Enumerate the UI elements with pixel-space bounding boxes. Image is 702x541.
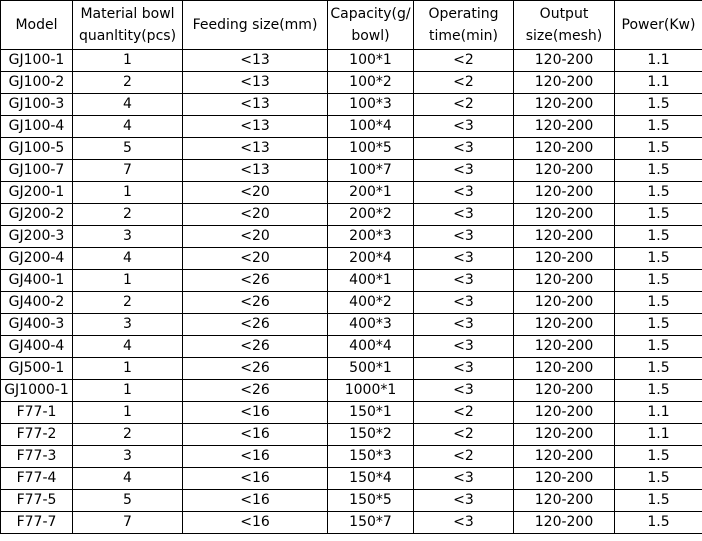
table-row [1, 50, 702, 72]
cell-feeding-size: <16 [183, 468, 328, 490]
cell-model: GJ400-4 [1, 336, 73, 358]
header-power [615, 1, 702, 50]
cell-operating-time: <3 [414, 358, 514, 380]
cell-operating-time: <3 [414, 380, 514, 402]
cell-power: 1.1 [615, 72, 702, 94]
cell-feeding-size: <20 [183, 204, 328, 226]
cell-capacity: 400*1 [328, 270, 414, 292]
cell-bowl-quantity: 7 [73, 160, 183, 182]
cell-output-size: 120-200 [514, 94, 615, 116]
header-operating-time-line: time(min) [429, 28, 498, 44]
cell-capacity: 100*3 [328, 94, 414, 116]
cell-bowl-quantity: 4 [73, 248, 183, 270]
cell-output-size: 120-200 [514, 446, 615, 468]
cell-model: GJ100-2 [1, 72, 73, 94]
table-row [1, 226, 702, 248]
cell-power: 1.5 [615, 358, 702, 380]
cell-output-size: 120-200 [514, 490, 615, 512]
cell-capacity: 100*7 [328, 160, 414, 182]
cell-operating-time: <3 [414, 138, 514, 160]
header-model [1, 1, 73, 50]
cell-output-size: 120-200 [514, 424, 615, 446]
cell-bowl-quantity: 1 [73, 270, 183, 292]
cell-model: GJ1000-1 [1, 380, 73, 402]
header-power-line: Power(Kw) [621, 17, 696, 33]
cell-bowl-quantity: 7 [73, 512, 183, 534]
cell-bowl-quantity: 3 [73, 446, 183, 468]
cell-model: GJ400-3 [1, 314, 73, 336]
cell-model: GJ100-1 [1, 50, 73, 72]
cell-feeding-size: <26 [183, 270, 328, 292]
cell-power: 1.5 [615, 116, 702, 138]
cell-capacity: 150*4 [328, 468, 414, 490]
cell-capacity: 100*5 [328, 138, 414, 160]
cell-operating-time: <2 [414, 424, 514, 446]
header-bowl-quantity-line: Material bowl [80, 6, 175, 22]
table-row [1, 160, 702, 182]
cell-feeding-size: <16 [183, 402, 328, 424]
table-header [1, 1, 702, 50]
cell-bowl-quantity: 4 [73, 116, 183, 138]
cell-feeding-size: <16 [183, 424, 328, 446]
cell-output-size: 120-200 [514, 314, 615, 336]
cell-power: 1.5 [615, 270, 702, 292]
cell-model: F77-1 [1, 402, 73, 424]
cell-feeding-size: <13 [183, 160, 328, 182]
cell-output-size: 120-200 [514, 292, 615, 314]
header-feeding-size [183, 1, 328, 50]
cell-model: F77-7 [1, 512, 73, 534]
cell-feeding-size: <26 [183, 292, 328, 314]
table-row [1, 116, 702, 138]
table-row [1, 204, 702, 226]
header-output-size-line: size(mesh) [525, 28, 603, 44]
cell-output-size: 120-200 [514, 336, 615, 358]
cell-model: GJ500-1 [1, 358, 73, 380]
cell-model: GJ400-2 [1, 292, 73, 314]
cell-feeding-size: <13 [183, 72, 328, 94]
cell-power: 1.1 [615, 50, 702, 72]
cell-capacity: 400*4 [328, 336, 414, 358]
cell-bowl-quantity: 1 [73, 380, 183, 402]
cell-feeding-size: <20 [183, 182, 328, 204]
cell-model: F77-5 [1, 490, 73, 512]
cell-operating-time: <2 [414, 94, 514, 116]
header-bowl-quantity [73, 1, 183, 50]
cell-operating-time: <3 [414, 292, 514, 314]
cell-capacity: 200*4 [328, 248, 414, 270]
cell-power: 1.5 [615, 248, 702, 270]
cell-operating-time: <3 [414, 468, 514, 490]
cell-capacity: 200*3 [328, 226, 414, 248]
header-model-line: Model [15, 17, 58, 33]
cell-feeding-size: <26 [183, 380, 328, 402]
cell-model: GJ100-7 [1, 160, 73, 182]
cell-output-size: 120-200 [514, 468, 615, 490]
cell-power: 1.5 [615, 94, 702, 116]
table-row [1, 512, 702, 534]
cell-operating-time: <3 [414, 314, 514, 336]
cell-output-size: 120-200 [514, 402, 615, 424]
cell-capacity: 400*2 [328, 292, 414, 314]
cell-feeding-size: <20 [183, 248, 328, 270]
cell-capacity: 100*1 [328, 50, 414, 72]
cell-capacity: 150*7 [328, 512, 414, 534]
cell-output-size: 120-200 [514, 512, 615, 534]
table-row [1, 94, 702, 116]
cell-output-size: 120-200 [514, 248, 615, 270]
cell-feeding-size: <13 [183, 116, 328, 138]
cell-feeding-size: <20 [183, 226, 328, 248]
table-row [1, 72, 702, 94]
cell-model: GJ200-1 [1, 182, 73, 204]
cell-model: F77-2 [1, 424, 73, 446]
header-row [1, 1, 702, 50]
cell-feeding-size: <16 [183, 512, 328, 534]
cell-bowl-quantity: 5 [73, 490, 183, 512]
cell-bowl-quantity: 1 [73, 50, 183, 72]
table-row [1, 380, 702, 402]
cell-model: F77-4 [1, 468, 73, 490]
cell-output-size: 120-200 [514, 380, 615, 402]
cell-operating-time: <2 [414, 402, 514, 424]
cell-capacity: 150*5 [328, 490, 414, 512]
cell-capacity: 150*2 [328, 424, 414, 446]
cell-capacity: 150*3 [328, 446, 414, 468]
cell-bowl-quantity: 4 [73, 468, 183, 490]
cell-bowl-quantity: 3 [73, 226, 183, 248]
cell-bowl-quantity: 1 [73, 358, 183, 380]
cell-operating-time: <3 [414, 490, 514, 512]
cell-power: 1.5 [615, 512, 702, 534]
cell-power: 1.5 [615, 204, 702, 226]
table-row [1, 468, 702, 490]
cell-operating-time: <2 [414, 446, 514, 468]
cell-operating-time: <3 [414, 226, 514, 248]
cell-power: 1.5 [615, 226, 702, 248]
cell-bowl-quantity: 2 [73, 424, 183, 446]
cell-capacity: 100*2 [328, 72, 414, 94]
cell-power: 1.5 [615, 160, 702, 182]
cell-power: 1.5 [615, 336, 702, 358]
table-row [1, 336, 702, 358]
cell-feeding-size: <13 [183, 94, 328, 116]
header-output-size-line: Output [539, 6, 589, 22]
cell-output-size: 120-200 [514, 116, 615, 138]
cell-model: GJ200-4 [1, 248, 73, 270]
cell-power: 1.5 [615, 314, 702, 336]
cell-power: 1.5 [615, 138, 702, 160]
table-row [1, 138, 702, 160]
cell-output-size: 120-200 [514, 138, 615, 160]
table-row [1, 424, 702, 446]
cell-feeding-size: <13 [183, 50, 328, 72]
cell-capacity: 150*1 [328, 402, 414, 424]
table-row [1, 490, 702, 512]
header-capacity-line: Capacity(g/ [330, 6, 411, 22]
cell-power: 1.5 [615, 182, 702, 204]
table-row [1, 358, 702, 380]
cell-feeding-size: <16 [183, 490, 328, 512]
cell-operating-time: <3 [414, 160, 514, 182]
cell-bowl-quantity: 1 [73, 402, 183, 424]
cell-feeding-size: <13 [183, 138, 328, 160]
cell-bowl-quantity: 3 [73, 314, 183, 336]
cell-bowl-quantity: 1 [73, 182, 183, 204]
cell-operating-time: <2 [414, 50, 514, 72]
cell-model: GJ100-4 [1, 116, 73, 138]
cell-power: 1.5 [615, 490, 702, 512]
cell-bowl-quantity: 5 [73, 138, 183, 160]
cell-feeding-size: <26 [183, 336, 328, 358]
cell-operating-time: <3 [414, 116, 514, 138]
cell-operating-time: <3 [414, 512, 514, 534]
header-feeding-size-line: Feeding size(mm) [192, 17, 318, 33]
cell-capacity: 1000*1 [328, 380, 414, 402]
cell-model: GJ100-5 [1, 138, 73, 160]
cell-output-size: 120-200 [514, 182, 615, 204]
cell-model: GJ400-1 [1, 270, 73, 292]
cell-capacity: 100*4 [328, 116, 414, 138]
table-row [1, 248, 702, 270]
cell-feeding-size: <26 [183, 314, 328, 336]
cell-output-size: 120-200 [514, 50, 615, 72]
cell-operating-time: <3 [414, 204, 514, 226]
table-row [1, 292, 702, 314]
cell-power: 1.5 [615, 446, 702, 468]
header-output-size [514, 1, 615, 50]
cell-operating-time: <3 [414, 248, 514, 270]
cell-bowl-quantity: 2 [73, 204, 183, 226]
cell-operating-time: <3 [414, 270, 514, 292]
table-row [1, 182, 702, 204]
cell-power: 1.1 [615, 402, 702, 424]
cell-model: F77-3 [1, 446, 73, 468]
cell-bowl-quantity: 4 [73, 336, 183, 358]
cell-bowl-quantity: 4 [73, 94, 183, 116]
cell-output-size: 120-200 [514, 72, 615, 94]
cell-capacity: 200*1 [328, 182, 414, 204]
cell-operating-time: <2 [414, 72, 514, 94]
cell-model: GJ100-3 [1, 94, 73, 116]
header-operating-time [414, 1, 514, 50]
cell-output-size: 120-200 [514, 358, 615, 380]
table-row [1, 402, 702, 424]
cell-output-size: 120-200 [514, 160, 615, 182]
cell-output-size: 120-200 [514, 270, 615, 292]
cell-bowl-quantity: 2 [73, 72, 183, 94]
header-operating-time-line: Operating [428, 6, 499, 22]
cell-model: GJ200-2 [1, 204, 73, 226]
cell-power: 1.5 [615, 468, 702, 490]
header-bowl-quantity-line: quanltity(pcs) [78, 28, 177, 44]
cell-bowl-quantity: 2 [73, 292, 183, 314]
cell-operating-time: <3 [414, 336, 514, 358]
cell-output-size: 120-200 [514, 226, 615, 248]
header-capacity-line: bowl) [351, 28, 390, 44]
cell-output-size: 120-200 [514, 204, 615, 226]
cell-model: GJ200-3 [1, 226, 73, 248]
cell-operating-time: <3 [414, 182, 514, 204]
header-capacity [328, 1, 414, 50]
cell-capacity: 400*3 [328, 314, 414, 336]
cell-capacity: 200*2 [328, 204, 414, 226]
table-body [1, 50, 702, 534]
cell-power: 1.5 [615, 292, 702, 314]
table-row [1, 314, 702, 336]
cell-power: 1.5 [615, 380, 702, 402]
cell-capacity: 500*1 [328, 358, 414, 380]
cell-feeding-size: <16 [183, 446, 328, 468]
cell-power: 1.1 [615, 424, 702, 446]
cell-feeding-size: <26 [183, 358, 328, 380]
table-row [1, 270, 702, 292]
table-row [1, 446, 702, 468]
